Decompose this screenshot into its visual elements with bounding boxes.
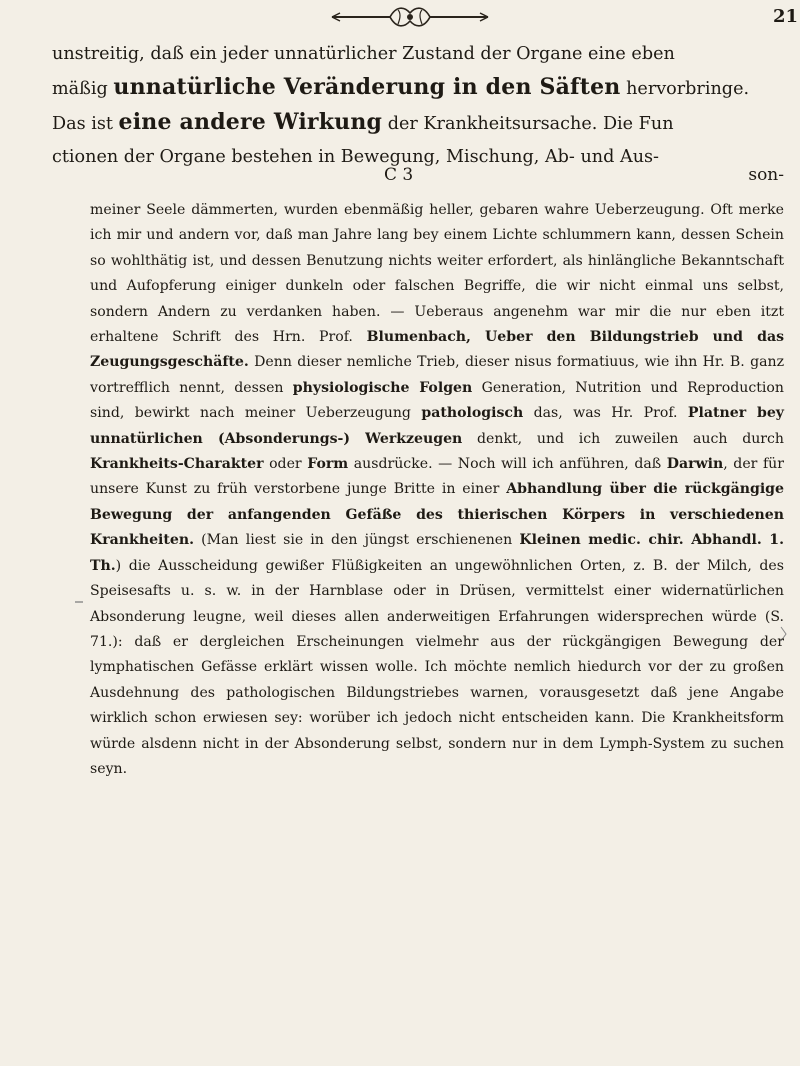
main-text [52,38,784,174]
main-line-2: mäßig unnatürliche Veränderung in den Säften hervorbringe. [52,74,750,100]
emphasis-text: unnatürliche Veränderung in den Säften [113,74,621,100]
main-line-1: unstreitig, daß ein jeder unnatürlicher Zustand der Organe eine eben [52,44,675,64]
main-line-3: Das ist eine andere Wirkung der Krankheitsursache. Die Fun [52,109,674,135]
signature-mark: C 3 [384,165,414,185]
main-line-4: ctionen der Organe bestehen in Bewegung, Mischung, Ab- und Aus- [52,147,659,167]
marginal-dash-icon [73,596,85,608]
footnote-paragraph: meiner Seele dämmerten, wurden ebenmäßig heller, gebaren wahre Ueberzeugung. Oft merke ich mir und andern vor, daß man Jahre lang bey einem Lichte schlummern kann, dessen Schein so wohlthätig ist, und dessen Benutzung nichts weiter erfordert, als hinlängliche Bekanntschaft und Aufopferung einiger dunkeln oder falschen Begriffe, die wir nicht einmal uns selbst, sondern Andern zu verdanken haben. — Ueberaus angenehm war mir die nur eben itzt erhaltene Schrift des Hrn. Prof. Blumenbach, Ueber den Bildungstrieb und das Zeugungsgeschäfte. Denn dieser nemliche Trieb, dieser nisus formatiuus, wie ihn Hr. B. ganz vortrefflich nennt, dessen physiologische Folgen Generation, Nutrition und Reproduction sind, bewirkt nach meiner Ueberzeugung pathologisch das, was Hr. Prof. Platner bey unnatürlichen (Absonderungs-) Werkzeugen denkt, und ich zuweilen auch durch Krankheits-Charakter oder Form ausdrücke. — Noch will ich anführen, daß Darwin, der für unsere Kunst zu früh verstorbene junge Britte in einer Abhandlung über die rückgängige Bewegung der anfangenden Gefäße des thierischen Körpers in verschiedenen Krankheiten. (Man liest sie in den jüngst erschienenen Kleinen medic. chir. Abhandl. 1. Th.) die Ausscheidung gewißer Flüßigkeiten an ungewöhnlichen Orten, z. B. der Milch, des Speisesafts u. s. w. in der Harnblase oder in Drüsen, vermittelst einer widernatürlichen Absonderung leugne, weil dieses allen anderweitigen Erfahrungen widersprechen würde (S. 71.): daß er dergleichen Erscheinungen vielmehr aus der rückgängigen Bewegung der lymphatischen Gefässe erklärt wissen wolle. Ich möchte nemlich hiedurch vor der zu großen Ausdehnung des pathologischen Bildungstriebes warnen, vorausgesetzt daß jene Angabe wirklich schon erwiesen sey: worüber ich jedoch nicht entscheiden kann. Die Krankheitsform würde alsdenn nicht in der Absonderung selbst, sondern nur in dem Lymph-System zu suchen seyn. [90,202,785,777]
emphasis-text: eine andere Wirkung [118,109,383,135]
page-number: 21 [773,6,799,27]
footnote [90,198,784,782]
catchword: son- [748,165,784,185]
typographic-rule-ornament-icon [330,4,490,30]
signature-line [52,165,784,191]
